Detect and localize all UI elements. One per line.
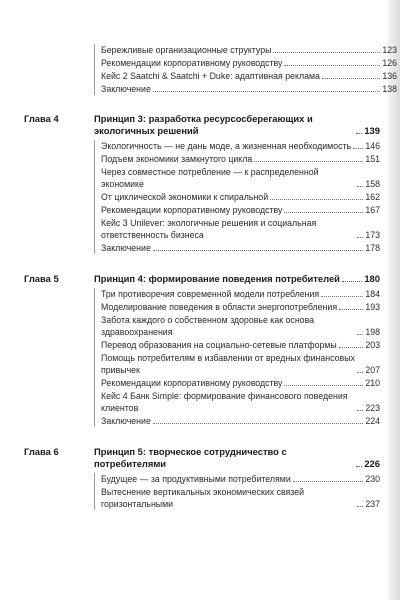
- dot-leader: [153, 250, 363, 251]
- toc-entry-page: 178: [365, 243, 380, 253]
- toc-entry-title: Моделирование поведения в области энергопотребления: [101, 302, 338, 312]
- toc-entry-title: Заключение: [101, 416, 151, 426]
- toc-entry-page: 230: [365, 474, 380, 484]
- toc-entry[interactable]: [101, 140, 380, 152]
- toc-entry[interactable]: [101, 415, 380, 427]
- toc-entry[interactable]: [101, 217, 380, 241]
- toc-entry-title: Помощь потребителям в избавлении от вредных финансовых привычек: [101, 353, 355, 375]
- toc-entry-page: 237: [365, 499, 380, 509]
- dot-leader: [357, 186, 363, 187]
- toc-entry-title: Кейс 3 Unilever: экологичные решения и социальная ответственность бизнеса: [101, 218, 317, 240]
- toc-entries: [94, 140, 380, 254]
- toc-entry-title: Бережливые организационные структуры: [101, 45, 272, 55]
- toc-entry[interactable]: [101, 339, 380, 351]
- toc-entry[interactable]: [101, 390, 380, 414]
- dot-leader: [322, 78, 380, 79]
- toc-entry-title: Подъем экономики замкнутого цикла: [101, 154, 253, 164]
- toc-entry-page: 146: [365, 141, 380, 151]
- toc-entry-title: Вытеснение вертикальных экономических связей горизонтальными: [101, 487, 305, 509]
- toc-entry[interactable]: [101, 191, 380, 203]
- toc-entry-title: Забота каждого о собственном здоровье как основа здравоохранения: [101, 315, 315, 337]
- dot-leader: [356, 466, 362, 467]
- dot-leader: [273, 52, 380, 53]
- chapter-title: Принцип 4: формирование поведения потребителей: [94, 273, 340, 284]
- toc-entry[interactable]: [101, 301, 380, 313]
- toc-entry-title: Рекомендации корпоративному руководству: [101, 378, 283, 388]
- toc-group-continued: [94, 44, 397, 95]
- chapter-page: 226: [364, 458, 380, 469]
- toc-entry[interactable]: [101, 377, 380, 389]
- chapter-page: 180: [364, 273, 380, 284]
- toc-entry-title: Рекомендации корпоративному руководству: [101, 58, 283, 68]
- chapter-title: Принцип 3: разработка ресурсосберегающих и экологичных решений: [94, 113, 313, 136]
- toc-entry-page: 224: [365, 416, 380, 426]
- chapter-title: Принцип 5: творческое сотрудничество с потребителями: [94, 446, 287, 469]
- dot-leader: [153, 91, 380, 92]
- toc-entry[interactable]: [101, 166, 380, 190]
- toc-entry-title: Заключение: [101, 84, 151, 94]
- toc-entry[interactable]: [101, 44, 397, 56]
- toc-entry-page: 210: [365, 378, 380, 388]
- toc-entry[interactable]: [101, 70, 397, 82]
- toc-entry-title: Перевод образования на социально-сетевые платформы: [101, 340, 337, 350]
- toc-entry[interactable]: [101, 288, 380, 300]
- dot-leader: [353, 148, 363, 149]
- toc-entry-title: Кейс 4 Банк Simple: формирование финансового поведения клиентов: [101, 391, 348, 413]
- dot-leader: [284, 212, 363, 213]
- toc-entry-page: 158: [365, 179, 380, 189]
- toc-entry[interactable]: [101, 83, 397, 95]
- toc-entries: [94, 44, 397, 95]
- chapter-label: Глава 4: [24, 113, 59, 124]
- toc-entry-page: 193: [365, 302, 380, 312]
- toc-entry-title: Три противоречия современной модели потребления: [101, 289, 320, 299]
- toc-entry-title: Через совместное потребление — к распределенной экономике: [101, 167, 319, 189]
- dot-leader: [321, 296, 363, 297]
- toc-entry-page: 126: [382, 58, 397, 68]
- dot-leader: [270, 199, 363, 200]
- toc-entry-page: 136: [382, 71, 397, 81]
- toc-entry-page: 151: [365, 154, 380, 164]
- chapter-label: Глава 5: [24, 273, 59, 284]
- dot-leader: [357, 410, 363, 411]
- toc-entries: [94, 288, 380, 427]
- toc-entry-title: От циклической экономики к спиральной: [101, 192, 269, 202]
- chapter-title-entry[interactable]: [94, 446, 380, 470]
- toc-entry-title: Кейс 2 Saatchi & Saatchi + Duke: адаптивная реклама: [101, 71, 320, 81]
- toc-entry[interactable]: [101, 57, 397, 69]
- toc-entry-page: 138: [382, 84, 397, 94]
- chapter-label: Глава 6: [24, 446, 59, 457]
- toc-entry-page: 162: [365, 192, 380, 202]
- toc-entry-page: 223: [365, 403, 380, 413]
- toc-entry[interactable]: [101, 473, 380, 485]
- dot-leader: [339, 347, 364, 348]
- dot-leader: [357, 334, 363, 335]
- toc-chapter-6: [24, 446, 380, 511]
- dot-leader: [357, 237, 363, 238]
- dot-leader: [356, 133, 362, 134]
- table-of-contents: [24, 44, 397, 511]
- toc-entry[interactable]: [101, 204, 380, 216]
- dot-leader: [284, 65, 380, 66]
- dot-leader: [284, 385, 363, 386]
- dot-leader: [153, 423, 363, 424]
- toc-entry-page: 198: [365, 327, 380, 337]
- toc-entry-title: Рекомендации корпоративному руководству: [101, 205, 283, 215]
- dot-leader: [357, 372, 363, 373]
- toc-entry-page: 203: [365, 340, 380, 350]
- dot-leader: [293, 481, 364, 482]
- toc-entry-title: Заключение: [101, 243, 151, 253]
- toc-entry[interactable]: [101, 352, 380, 376]
- toc-entry[interactable]: [101, 153, 380, 165]
- chapter-page: 139: [364, 125, 380, 136]
- toc-entry-page: 207: [365, 365, 380, 375]
- toc-entry-title: Будущее — за продуктивными потребителями: [101, 474, 291, 484]
- toc-chapter-4: [24, 113, 380, 255]
- dot-leader: [339, 309, 363, 310]
- dot-leader: [254, 161, 363, 162]
- toc-chapter-5: [24, 273, 380, 428]
- chapter-title-entry[interactable]: [94, 113, 380, 137]
- toc-entry-page: 173: [365, 230, 380, 240]
- toc-entry[interactable]: [101, 242, 380, 254]
- toc-entries: [94, 473, 380, 510]
- chapter-title-entry[interactable]: [94, 273, 380, 285]
- toc-entry-page: 167: [365, 205, 380, 215]
- toc-entry[interactable]: [101, 314, 380, 338]
- toc-entry-title: Экологичность — не дань моде, а жизненная необходимость: [101, 141, 352, 151]
- toc-entry-page: 123: [382, 45, 397, 55]
- toc-entry[interactable]: [101, 486, 380, 510]
- dot-leader: [357, 506, 363, 507]
- toc-entry-page: 184: [365, 289, 380, 299]
- dot-leader: [342, 281, 362, 282]
